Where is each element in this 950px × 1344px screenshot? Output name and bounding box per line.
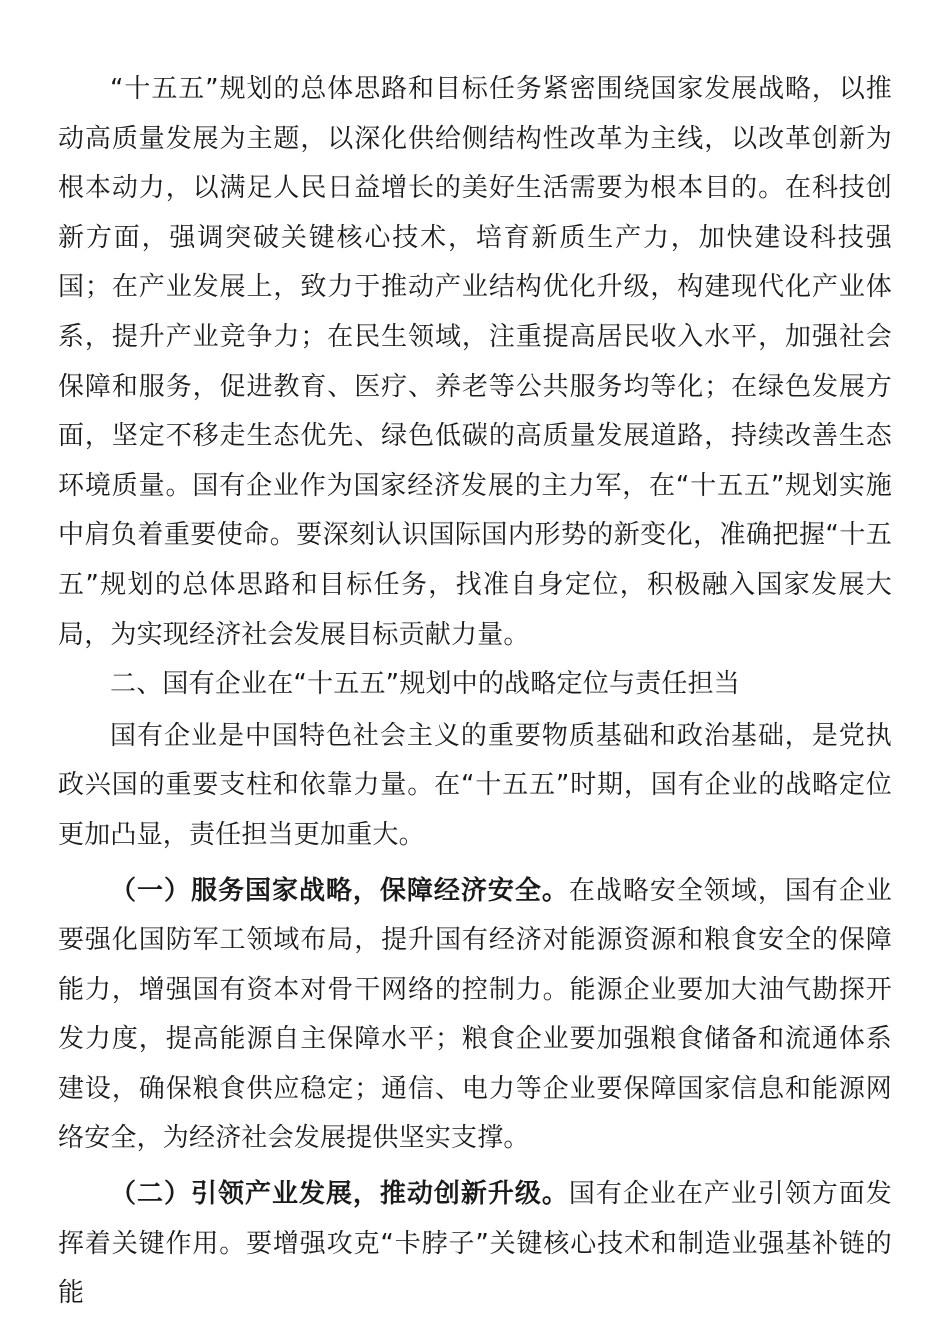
subsection-title-2: （二）引领产业发展，推动创新升级。 (110, 1179, 569, 1210)
subsection-body-1: 在战略安全领域，国有企业要强化国防军工领域布局，提升国有经济对能源资源和粮食安全的保障能力，增强国有资本对骨干网络的控制力。能源企业要加大油气勘探开发力度，提高能源自主保障水平；粮食企业要加强粮食储备和流通体系建设，确保粮食供应稳定；通信、电力等企业要保障国家信息和能源网络安全，为经济社会发展提供坚实支撑。 (58, 875, 892, 1154)
subsection-paragraph-2 (58, 1170, 892, 1319)
subsection-paragraph-1 (58, 867, 892, 1165)
body-paragraph-2: 国有企业是中国特色社会主义的重要物质基础和政治基础，是党执政兴国的重要支柱和依靠力量。在“十五五”时期，国有企业的战略定位更加凸显，责任担当更加重大。 (58, 720, 892, 850)
subsection-body-2: 国有企业在产业引领方面发挥着关键作用。要增强攻克“卡脖子”关键核心技术和制造业强基补链的能 (58, 1179, 892, 1309)
body-paragraph-1: “十五五”规划的总体思路和目标任务紧密围绕国家发展战略，以推动高质量发展为主题，以深化供给侧结构性改革为主线，以改革创新为根本动力，以满足人民日益增长的美好生活需要为根本目的。在科技创新方面，强调突破关键核心技术，培育新质生产力，加快建设科技强国；在产业发展上，致力于推动产业结构优化升级，构建现代化产业体系，提升产业竞争力；在民生领域，注重提高居民收入水平，加强社会保障和服务，促进教育、医疗、养老等公共服务均等化；在绿色发展方面，坚定不移走生态优先、绿色低碳的高质量发展道路，持续改善生态环境质量。国有企业作为国家经济发展的主力军，在“十五五”规划实施中肩负着重要使命。要深刻认识国际国内形势的新变化，准确把握“十五五”规划的总体思路和目标任务，找准自身定位，积极融入国家发展大局，为实现经济社会发展目标贡献力量。 (58, 74, 892, 650)
subsection-title-1: （一）服务国家战略，保障经济安全。 (110, 875, 569, 906)
section-heading-2: 二、国有企业在“十五五”规划中的战略定位与责任担当 (110, 669, 740, 700)
document-page (58, 65, 892, 1319)
